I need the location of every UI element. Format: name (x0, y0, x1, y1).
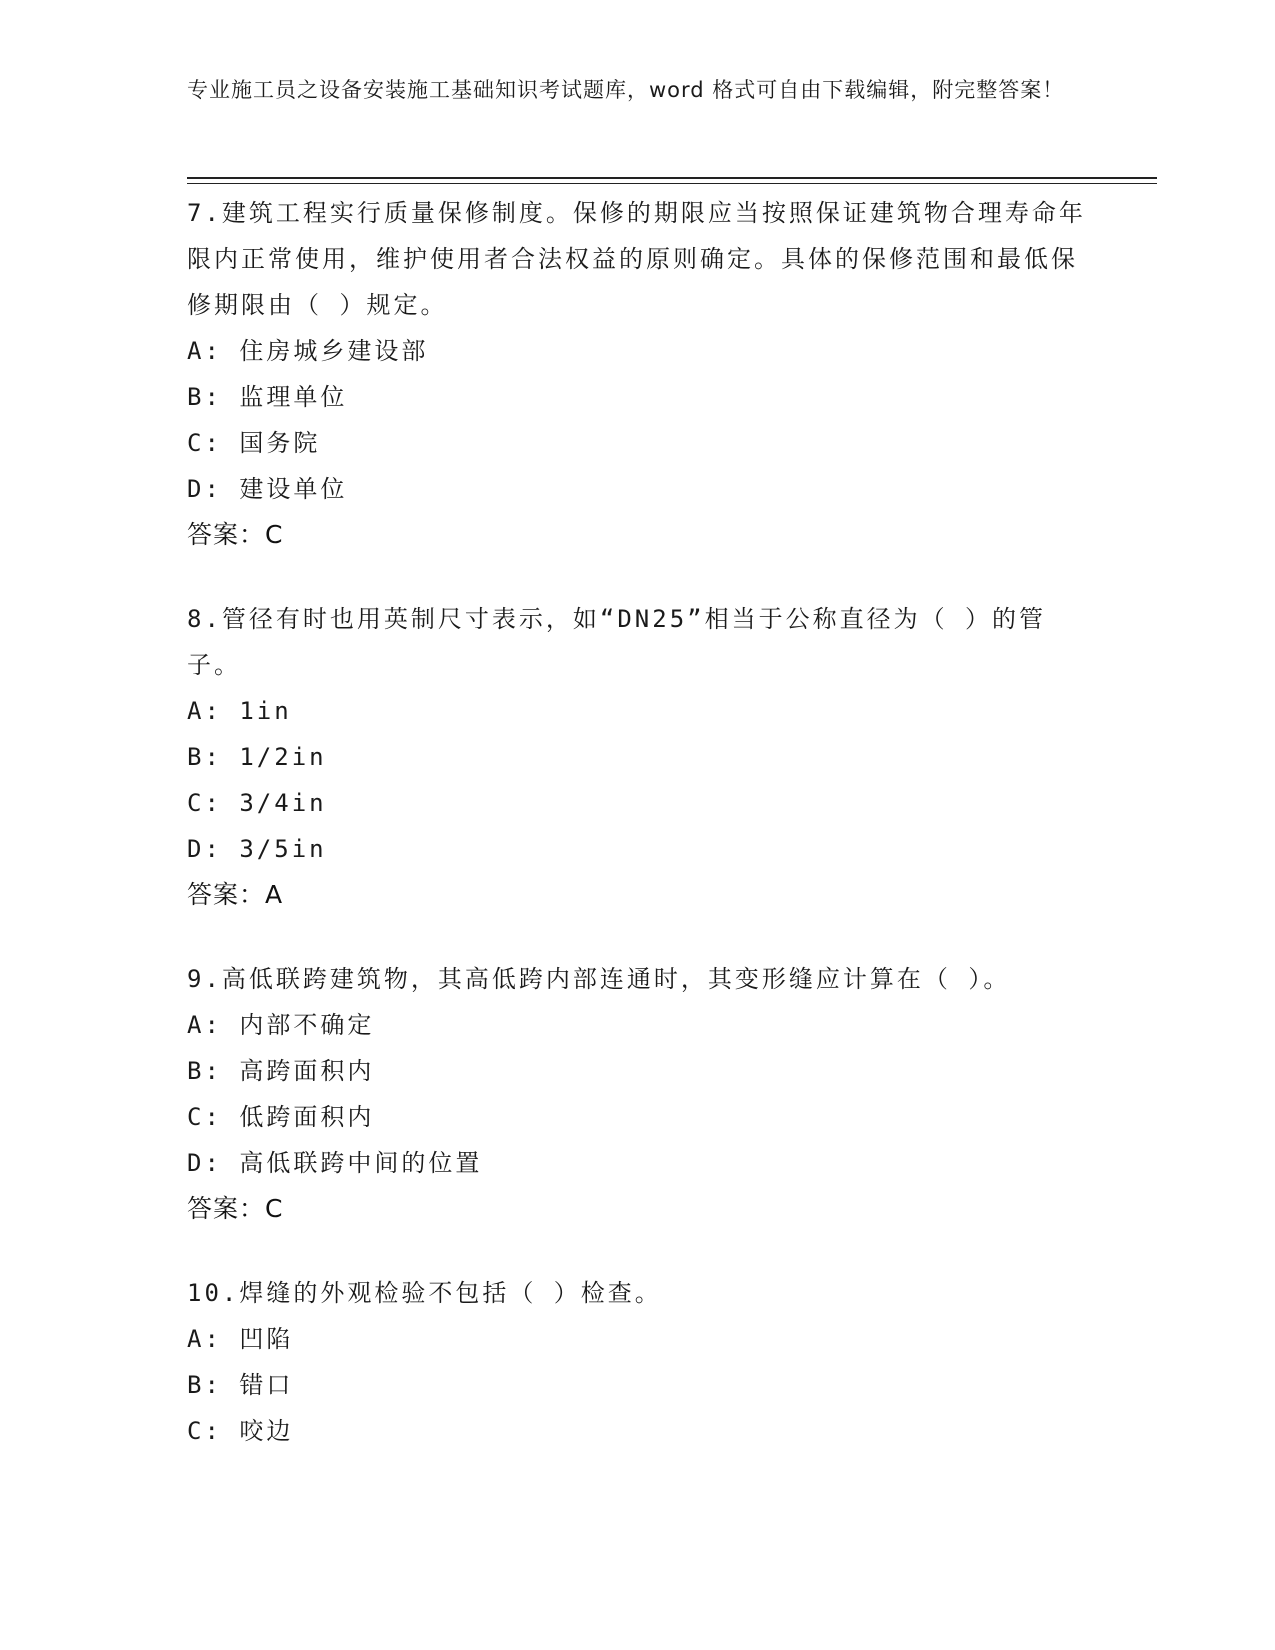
option-b: B: 1/2in (187, 743, 327, 771)
header-divider-thick (187, 177, 1157, 179)
question-stem: 10.焊缝的外观检验不包括（ ）检查。 (187, 1279, 662, 1307)
document-header: 专业施工员之设备安装施工基础知识考试题库，word 格式可自由下载编辑，附完整答案！ (187, 78, 1065, 102)
option-b: B: 错口 (187, 1371, 294, 1399)
answer-label: 答案：C (187, 1194, 284, 1223)
answer-label: 答案：C (187, 520, 284, 549)
question-stem: 8.管径有时也用英制尺寸表示，如“DN25”相当于公称直径为（ ）的管子。 (187, 605, 1047, 679)
option-c: C: 咬边 (187, 1417, 294, 1445)
question-8 (187, 596, 1087, 918)
option-d: D: 高低联跨中间的位置 (187, 1149, 483, 1177)
question-list (187, 190, 1087, 1492)
option-d: D: 建设单位 (187, 475, 348, 503)
question-stem: 7.建筑工程实行质量保修制度。保修的期限应当按照保证建筑物合理寿命年限内正常使用，维护使用者合法权益的原则确定。具体的保修范围和最低保修期限由（ ）规定。 (187, 199, 1086, 319)
option-a: A: 住房城乡建设部 (187, 337, 429, 365)
answer-label: 答案：A (187, 880, 284, 909)
option-b: B: 高跨面积内 (187, 1057, 375, 1085)
question-10 (187, 1270, 1087, 1454)
question-9 (187, 956, 1087, 1232)
question-7 (187, 190, 1087, 558)
header-divider-thin (187, 183, 1157, 184)
option-a: A: 1in (187, 697, 292, 725)
option-c: C: 低跨面积内 (187, 1103, 375, 1131)
option-c: C: 3/4in (187, 789, 327, 817)
option-c: C: 国务院 (187, 429, 321, 457)
option-b: B: 监理单位 (187, 383, 348, 411)
option-d: D: 3/5in (187, 835, 327, 863)
question-stem: 9.高低联跨建筑物，其高低跨内部连通时，其变形缝应计算在（ ）。 (187, 965, 1011, 993)
option-a: A: 凹陷 (187, 1325, 294, 1353)
option-a: A: 内部不确定 (187, 1011, 375, 1039)
